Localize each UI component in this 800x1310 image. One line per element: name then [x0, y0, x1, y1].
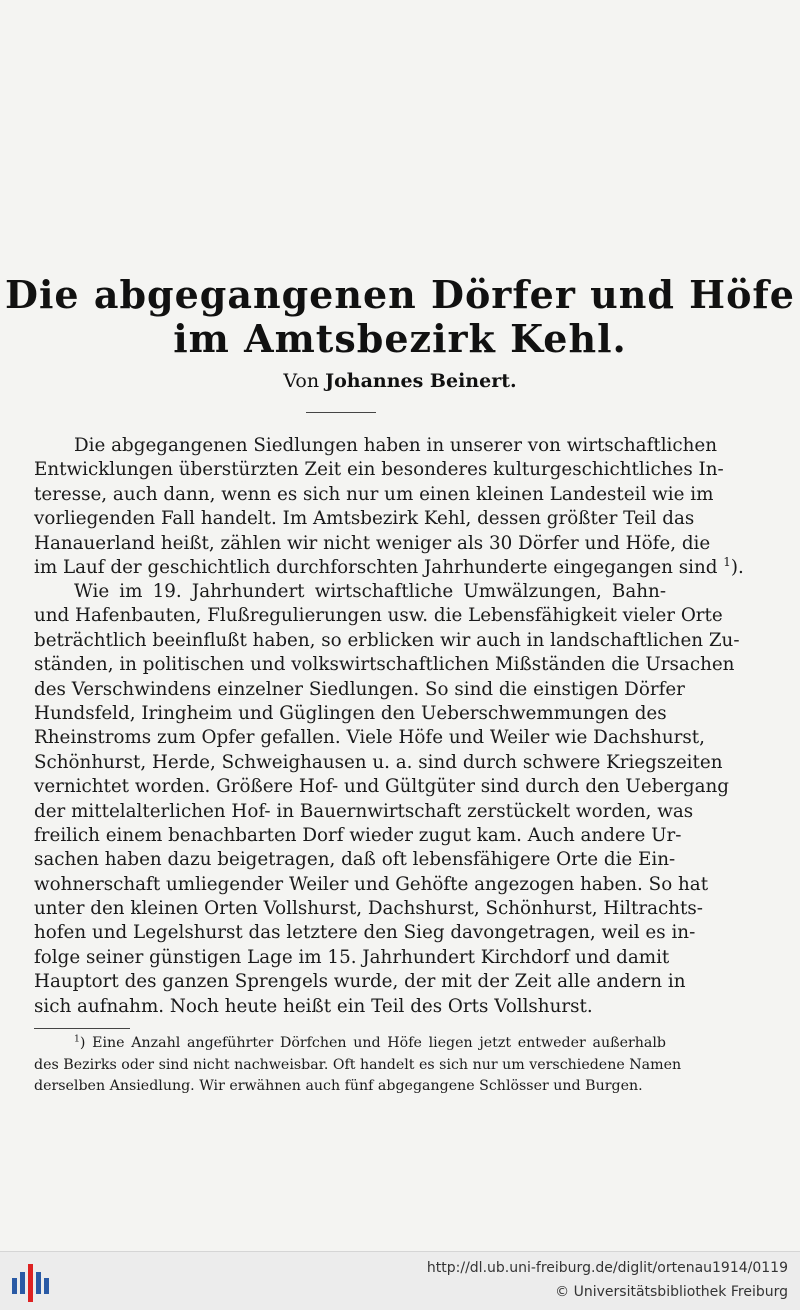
text-line: teresse, auch dann, wenn es sich nur um einen kleinen Landesteil wie im [34, 483, 714, 505]
byline-prefix: Von [283, 370, 320, 392]
paragraph-1 [34, 434, 744, 580]
footnote-mark: 1 [74, 1033, 80, 1045]
footnote-divider [34, 1028, 130, 1029]
text-line: Schönhurst, Herde, Schweighausen u. a. sind durch schwere Kriegszeiten [34, 751, 723, 773]
text-line: Rheinstroms zum Opfer gefallen. Viele Höfe und Weiler wie Dachshurst, [34, 727, 705, 749]
text-line: beträchtlich beeinflußt haben, so erblicken wir auch in landschaftlichen Zu- [34, 629, 740, 651]
text-line: sachen haben dazu beigetragen, daß oft lebensfähigere Orte die Ein- [34, 849, 676, 871]
byline [0, 370, 800, 392]
footnote-line: derselben Ansiedlung. Wir erwähnen auch fünf abgegangene Schlösser und Burgen. [34, 1078, 643, 1095]
text-line: vorliegenden Fall handelt. Im Amtsbezirk Kehl, dessen größter Teil das [34, 508, 695, 530]
footnote-line: des Bezirks oder sind nicht nachweisbar. Oft handelt es sich nur um verschiedene Namen [34, 1056, 682, 1073]
paragraph-2 [34, 580, 740, 1019]
article-title-line-2: im Amtsbezirk Kehl. [173, 316, 627, 361]
text-line-content: im Lauf der geschichtlich durchforschten Jahrhunderte eingegangen sind [34, 556, 718, 578]
viewer-footer [0, 1251, 800, 1310]
title-divider [306, 412, 376, 413]
text-line: folge seiner günstigen Lage im 15. Jahrhundert Kirchdorf und damit [34, 946, 670, 968]
text-line: unter den kleinen Orten Vollshurst, Dachshurst, Schönhurst, Hiltrachts- [34, 898, 703, 920]
text-line: Hundsfeld, Iringheim und Güglingen den Ueberschwemmungen des [34, 702, 667, 724]
footnote-line-content: ) Eine Anzahl angeführter Dörfchen und Höfe liegen jetzt entweder außerhalb [79, 1035, 666, 1051]
copyright-notice: © Universitätsbibliothek Freiburg [555, 1284, 788, 1300]
text-line: Die abgegangenen Siedlungen haben in unserer von wirtschaftlichen [74, 435, 717, 456]
text-line: ständen, in politischen und volkswirtschaftlichen Mißständen die Ursachen [34, 654, 735, 676]
text-line: vernichtet worden. Größere Hof- und Gültgüter sind durch den Uebergang [34, 776, 729, 798]
text-line: wohnerschaft umliegender Weiler und Gehöfte angezogen haben. So hat [34, 873, 709, 895]
article-title-line-1: Die abgegangenen Dörfer und Höfe [5, 272, 795, 317]
ub-freiburg-logo-icon[interactable] [10, 1262, 50, 1302]
text-line: des Verschwindens einzelner Siedlungen. So sind die einstigen Dörfer [34, 678, 685, 700]
text-line-end: ). [730, 556, 744, 578]
text-line [34, 554, 744, 580]
text-line: hofen und Legelshurst das letztere den Sieg davongetragen, weil es in- [34, 922, 696, 944]
text-line: Entwicklungen überstürzten Zeit ein besonderes kulturgeschichtliches In- [34, 459, 724, 481]
text-line: Hauptort des ganzen Sprengels wurde, der mit der Zeit alle andern in [34, 971, 686, 993]
text-line: der mittelalterlichen Hof- in Bauernwirtschaft zerstückelt worden, was [34, 800, 694, 822]
footnote-reference[interactable]: 1 [723, 554, 731, 569]
text-line: Hanauerland heißt, zählen wir nicht weniger als 30 Dörfer und Höfe, die [34, 532, 711, 554]
text-line: freilich einem benachbarten Dorf wieder zugut kam. Auch andere Ur- [34, 824, 682, 846]
footnote-line [34, 1033, 666, 1055]
text-line: und Hafenbauten, Flußregulierungen usw. die Lebensfähigkeit vieler Orte [34, 605, 723, 627]
author-name: Johannes Beinert. [325, 370, 517, 392]
text-line: Wie im 19. Jahrhundert wirtschaftliche Umwälzungen, Bahn- [74, 581, 666, 602]
footnote [34, 1033, 682, 1098]
permalink-url[interactable]: http://dl.ub.uni-freiburg.de/diglit/ortenau1914/0119 [426, 1260, 788, 1276]
text-line: sich aufnahm. Noch heute heißt ein Teil des Orts Vollshurst. [34, 995, 593, 1017]
